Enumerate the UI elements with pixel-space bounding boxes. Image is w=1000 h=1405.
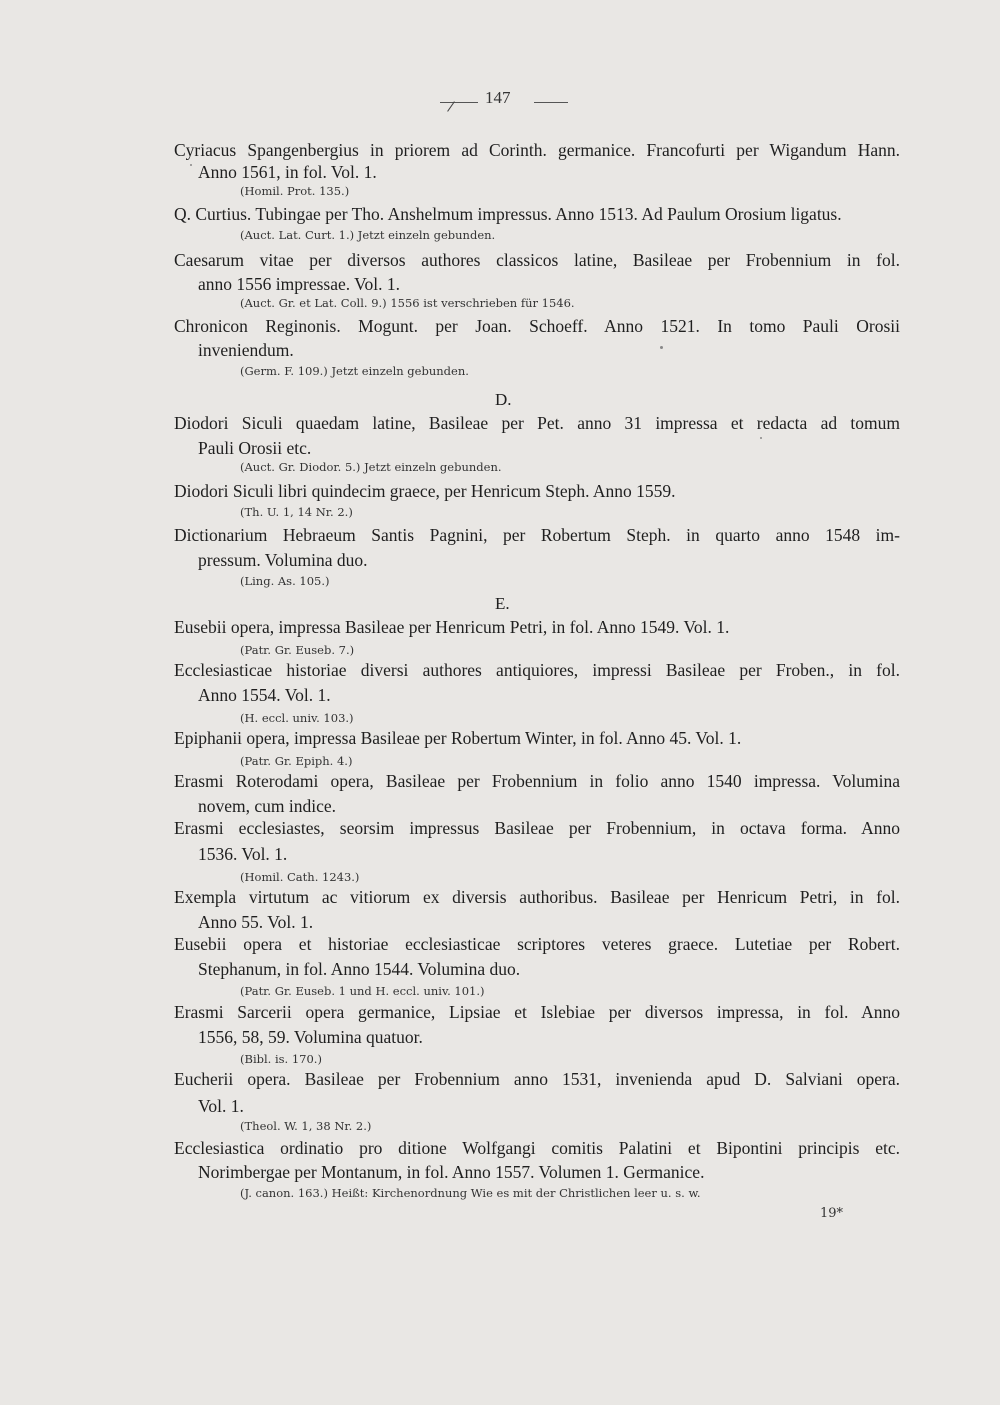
entry-title-line: Diodori Siculi libri quindecim graece, per Henricum Steph. Anno 1559. bbox=[174, 481, 676, 501]
entry-continuation-line: novem, cum indice. bbox=[198, 796, 337, 816]
shelfmark-note: (Homil. Cath. 1243.) bbox=[240, 870, 360, 884]
entry-title-line: Q. Curtius. Tubingae per Tho. Anshelmum impressus. Anno 1513. Ad Paulum Orosium ligatus. bbox=[174, 204, 842, 224]
entry-title-line: Cyriacus Spangenbergius in priorem ad Corinth. germanice. Francofurti per Wigandum Hann. bbox=[174, 140, 900, 160]
header-rule-left bbox=[440, 102, 478, 103]
shelfmark-note: (Bibl. is. 170.) bbox=[240, 1052, 322, 1066]
entry-title-line: Erasmi Roterodami opera, Basileae per Frobennium in folio anno 1540 impressa. Volumina bbox=[174, 771, 900, 791]
paper-speck bbox=[660, 346, 663, 349]
shelfmark-note: (Patr. Gr. Euseb. 7.) bbox=[240, 643, 355, 657]
entry-continuation-line: 1536. Vol. 1. bbox=[198, 844, 288, 864]
shelfmark-note: (Ling. As. 105.) bbox=[240, 574, 330, 588]
section-letter: D. bbox=[495, 390, 512, 409]
entry-title-line: Erasmi ecclesiastes, seorsim impressus Basileae per Frobennium, in octava forma. Anno bbox=[174, 818, 900, 838]
entry-title-line: Eucherii opera. Basileae per Frobennium anno 1531, invenienda apud D. Salviani opera. bbox=[174, 1069, 900, 1089]
entry-continuation-line: 1556, 58, 59. Volumina quatuor. bbox=[198, 1027, 423, 1047]
entry-title-line: Erasmi Sarcerii opera germanice, Lipsiae et Islebiae per diversos impressa, in fol. Anno bbox=[174, 1002, 900, 1022]
section-letter: E. bbox=[495, 594, 510, 613]
paper-speck bbox=[190, 164, 192, 166]
shelfmark-note: (Auct. Gr. Diodor. 5.) Jetzt einzeln gebunden. bbox=[240, 460, 502, 474]
entry-title-line: Eusebii opera, impressa Basileae per Henricum Petri, in fol. Anno 1549. Vol. 1. bbox=[174, 617, 730, 637]
entry-continuation-line: Stephanum, in fol. Anno 1544. Volumina duo. bbox=[198, 959, 521, 979]
entry-continuation-line: inveniendum. bbox=[198, 340, 294, 360]
entry-continuation-line: Norimbergae per Montanum, in fol. Anno 1557. Volumen 1. Germanice. bbox=[198, 1162, 705, 1182]
entry-continuation-line: anno 1556 impressae. Vol. 1. bbox=[198, 274, 401, 294]
entry-continuation-line: Anno 1561, in fol. Vol. 1. bbox=[198, 162, 377, 182]
entry-continuation-line: Vol. 1. bbox=[198, 1096, 244, 1116]
entry-continuation-line: Anno 55. Vol. 1. bbox=[198, 912, 314, 932]
shelfmark-note: (Auct. Lat. Curt. 1.) Jetzt einzeln gebunden. bbox=[240, 228, 496, 242]
entry-title-line: Ecclesiasticae historiae diversi authores antiquiores, impressi Basileae per Froben., in fol. bbox=[174, 660, 900, 680]
shelfmark-note: (Germ. F. 109.) Jetzt einzeln gebunden. bbox=[240, 364, 469, 378]
shelfmark-note: (Patr. Gr. Euseb. 1 und H. eccl. univ. 101.) bbox=[240, 984, 485, 998]
shelfmark-note: (J. canon. 163.) Heißt: Kirchenordnung Wie es mit der Christlichen leer u. s. w. bbox=[240, 1186, 701, 1200]
page-header bbox=[0, 88, 1000, 118]
shelfmark-note: (Auct. Gr. et Lat. Coll. 9.) 1556 ist verschrieben für 1546. bbox=[240, 296, 575, 310]
entry-continuation-line: Pauli Orosii etc. bbox=[198, 438, 312, 458]
entry-title-line: Exempla virtutum ac vitiorum ex diversis authoribus. Basileae per Henricum Petri, in fol. bbox=[174, 887, 900, 907]
entry-title-line: Dictionarium Hebraeum Santis Pagnini, per Robertum Steph. in quarto anno 1548 im- bbox=[174, 525, 900, 545]
entry-title-line: Eusebii opera et historiae ecclesiasticae scriptores veteres graece. Lutetiae per Robert. bbox=[174, 934, 900, 954]
shelfmark-note: (H. eccl. univ. 103.) bbox=[240, 711, 354, 725]
entry-continuation-line: Anno 1554. Vol. 1. bbox=[198, 685, 331, 705]
shelfmark-note: (Patr. Gr. Epiph. 4.) bbox=[240, 754, 353, 768]
entry-title-line: Ecclesiastica ordinatio pro ditione Wolfgangi comitis Palatini et Bipontini principis etc. bbox=[174, 1138, 900, 1158]
shelfmark-note: (Th. U. 1, 14 Nr. 2.) bbox=[240, 505, 353, 519]
paper-speck bbox=[760, 437, 762, 439]
entry-title-line: Caesarum vitae per diversos authores classicos latine, Basileae per Frobennium in fol. bbox=[174, 250, 900, 270]
header-rule-right bbox=[534, 102, 568, 103]
shelfmark-note: (Theol. W. 1, 38 Nr. 2.) bbox=[240, 1119, 372, 1133]
entry-title-line: Epiphanii opera, impressa Basileae per Robertum Winter, in fol. Anno 45. Vol. 1. bbox=[174, 728, 742, 748]
page-number: 147 bbox=[485, 88, 511, 107]
entry-title-line: Chronicon Reginonis. Mogunt. per Joan. Schoeff. Anno 1521. In tomo Pauli Orosii bbox=[174, 316, 900, 336]
entry-continuation-line: pressum. Volumina duo. bbox=[198, 550, 368, 570]
shelfmark-note: (Homil. Prot. 135.) bbox=[240, 184, 350, 198]
folio-signature: 19* bbox=[820, 1206, 844, 1221]
entry-title-line: Diodori Siculi quaedam latine, Basileae per Pet. anno 31 impressa et redacta ad tomum bbox=[174, 413, 900, 433]
